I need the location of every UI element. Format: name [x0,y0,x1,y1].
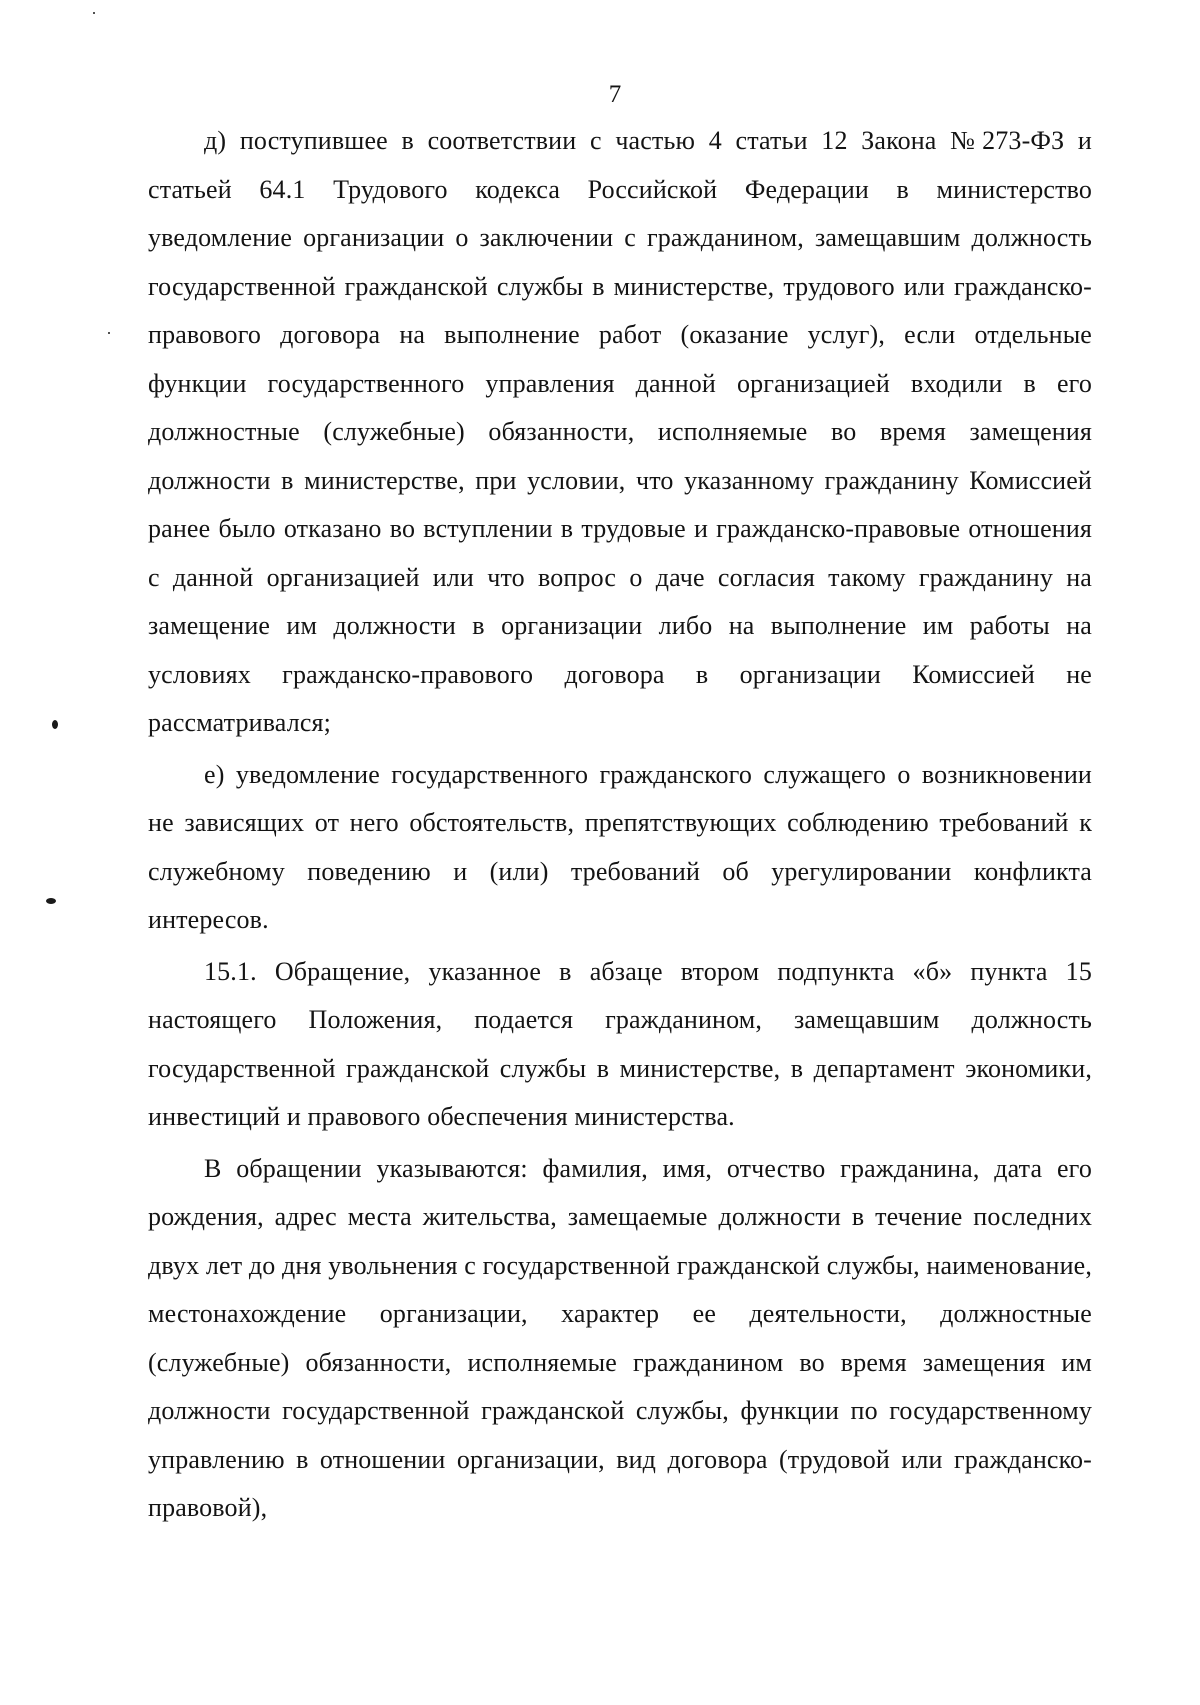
paragraph-appeal-contents: В обращении указываются: фамилия, имя, отчество гражданина, дата его рождения, адрес места жительства, замещаемые должности в течение последних двух лет до дня увольнения с государственной гражданской службы, наименование, местонахождение организации, характер ее деятельности, должностные (служебные) обязанности, исполняемые гражданином во время замещения им должности государственной гражданской службы, функции по государственному управлению в отношении организации, вид договора (трудовой или гражданско-правовой), [148,1153,1092,1522]
paragraph-d: д) поступившее в соответствии с частью 4 статьи 12 Закона №273-ФЗ и статьей 64.1 Трудового кодекса Российской Федерации в министерство уведомление организации о заключении с гражданином, замещавшим должность государственной гражданской службы в министерстве, трудового или гражданско-правового договора на выполнение работ (оказание услуг), если отдельные функции государственного управления данной организацией входили в его должностные (служебные) обязанности, исполняемые во время замещения должности в министерстве, при условии, что указанному гражданину Комиссией ранее было отказано во вступлении в трудовые и гражданско-правовые отношения с данной организацией или что вопрос о даче согласия такому гражданину на замещение им должности в организации либо на выполнение им работы на условиях гражданско-правового договора в организации Комиссией не рассматривался; [148,126,1092,737]
document-body [148,117,1092,1533]
page-number: 7 [608,81,622,108]
scan-speck-dot [108,332,110,334]
scan-speck-dot [93,12,95,14]
scan-speck-mark [52,720,58,729]
scan-speck-mark [46,898,56,904]
paragraph-15-1: 15.1. Обращение, указанное в абзаце втором подпункта «б» пункта 15 настоящего Положения, подается гражданином, замещавшим должность государственной гражданской службы в министерстве, в департамент экономики, инвестиций и правового обеспечения министерства. [148,956,1092,1131]
paragraph-e: е) уведомление государственного гражданского служащего о возникновении не зависящих от него обстоятельств, препятствующих соблюдению требований к служебному поведению и (или) требований об урегулировании конфликта интересов. [148,759,1092,934]
